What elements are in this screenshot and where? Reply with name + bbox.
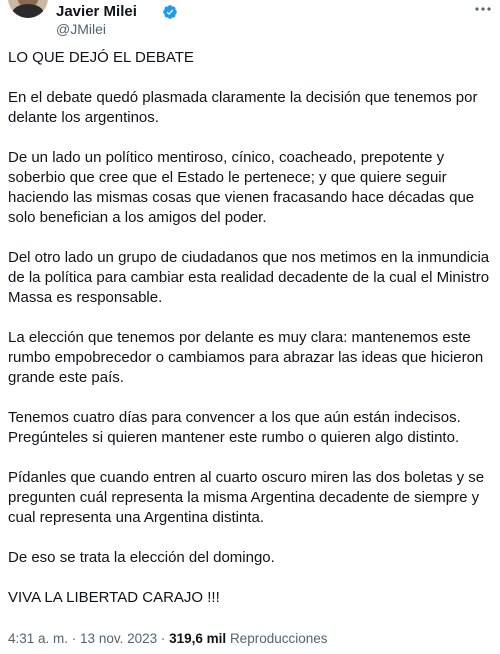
tweet-time[interactable]: 4:31 a. m. (8, 631, 69, 646)
tweet-paragraph: VIVA LA LIBERTAD CARAJO !!! (8, 589, 220, 606)
tweet-paragraph: De un lado un político mentiroso, cínico, coacheado, prepotente y soberbio que cree que el Estado le pertenece; y que quiere seguir haciendo las mismas cosas que vienen fracasando hace décadas que solo benefician a los amigos del poder. (8, 149, 475, 226)
tweet-paragraph: De eso se trata la elección del domingo. (8, 549, 275, 566)
verified-badge-icon (162, 4, 178, 20)
tweet-text (8, 48, 496, 628)
views-count: 319,6 mil (169, 631, 227, 646)
author-handle[interactable]: @JMilei (56, 21, 106, 37)
author-name[interactable]: Javier Milei (56, 3, 137, 20)
tweet-paragraph: Pídanles que cuando entren al cuarto oscuro miren las dos boletas y se pregunten cuál representa la misma Argentina decadente de siempre y cual representa una Argentina distinta. (8, 469, 485, 526)
tweet-paragraph: Del otro lado un grupo de ciudadanos que nos metimos en la inmundicia de la política para cambiar esta realidad decadente de la cual el Ministro Massa es responsable. (8, 249, 490, 306)
tweet-paragraph: Tenemos cuatro días para convencer a los que aún están indecisos. Pregúnteles si quieren mantener este rumbo o quieren algo distinto. (8, 409, 461, 446)
tweet-paragraph: LO QUE DEJÓ EL DEBATE (8, 49, 194, 66)
avatar[interactable] (8, 0, 48, 18)
tweet-meta (8, 630, 328, 648)
more-options-icon[interactable] (474, 6, 492, 12)
meta-separator: · (157, 631, 170, 646)
tweet-paragraph: La elección que tenemos por delante es muy clara: mantenemos este rumbo empobrecedor o cambiamos para abrazar las ideas que hicieron grande este país. (8, 329, 484, 386)
tweet-date[interactable]: 13 nov. 2023 (80, 631, 158, 646)
views-label: Reproducciones (229, 631, 328, 646)
tweet-paragraph: En el debate quedó plasmada claramente la decisión que tenemos por delante los argentinos. (8, 89, 478, 126)
meta-separator: · (68, 631, 81, 646)
